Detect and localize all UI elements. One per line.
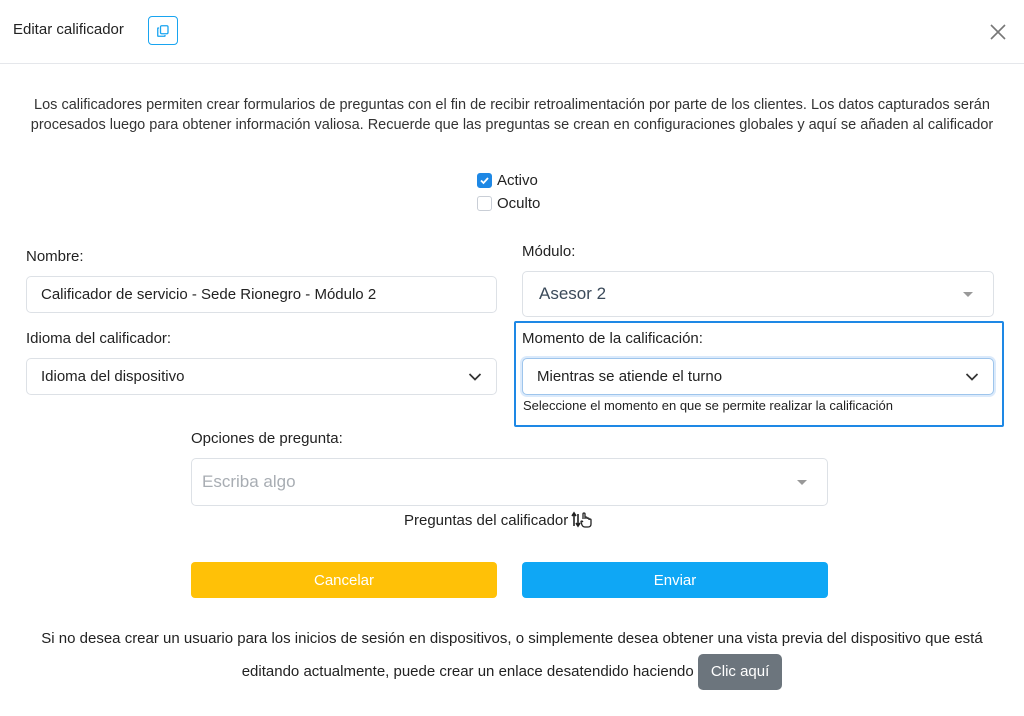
language-select[interactable] (26, 358, 497, 395)
footer-text: Si no desea crear un usuario para los inicios de sesión en dispositivos, o simplemente desea obtener una vista previa del dispositivo que está editando actualmente, puede crear un enlace desatendido haciendo (41, 630, 983, 680)
sort-hand-icon (571, 511, 593, 529)
check-icon (479, 175, 490, 186)
chevron-down-icon (965, 372, 979, 381)
close-icon (990, 24, 1006, 40)
modal-title: Editar calificador (13, 21, 124, 38)
click-here-button[interactable]: Clic aquí (698, 654, 782, 690)
rater-description: Los calificadores permiten crear formularios de preguntas con el fin de recibir retroalimentación por parte de los clientes. Los datos capturados serán procesados luego para obtener información valiosa. Recuerde que las preguntas se crean en configuraciones globales y aquí se añaden al calificador (30, 97, 994, 133)
rater-questions-label: Preguntas del calificador (404, 511, 569, 529)
modal-header (0, 0, 1024, 64)
caret-down-icon (963, 292, 973, 297)
question-options-select[interactable] (191, 458, 828, 506)
name-input[interactable] (26, 276, 497, 313)
moment-select[interactable] (522, 358, 994, 395)
rater-questions-toggle[interactable] (404, 511, 593, 529)
copy-icon (157, 25, 169, 37)
hidden-checkbox[interactable] (477, 196, 492, 211)
moment-value: Mientras se atiende el turno (537, 368, 723, 385)
language-value: Idioma del dispositivo (41, 368, 185, 385)
question-options-label: Opciones de pregunta: (191, 430, 343, 447)
chevron-down-icon (468, 372, 482, 381)
send-button[interactable]: Enviar (522, 562, 828, 598)
active-checkbox-row[interactable] (477, 172, 538, 189)
moment-help-text: Seleccione el momento en que se permite realizar la calificación (523, 398, 893, 413)
copy-button[interactable] (148, 16, 178, 45)
moment-label: Momento de la calificación: (522, 330, 703, 347)
footer-note (40, 624, 984, 690)
name-value: Calificador de servicio - Sede Rionegro - Módulo 2 (41, 286, 377, 303)
hidden-label: Oculto (497, 195, 541, 212)
question-options-placeholder: Escriba algo (202, 472, 296, 491)
hidden-checkbox-row[interactable] (477, 195, 540, 212)
active-label: Activo (497, 172, 538, 189)
module-select[interactable] (522, 271, 994, 317)
close-button[interactable] (986, 20, 1010, 44)
cancel-button[interactable]: Cancelar (191, 562, 497, 598)
active-checkbox[interactable] (477, 173, 492, 188)
name-label: Nombre: (26, 248, 84, 265)
module-value: Asesor 2 (539, 284, 607, 303)
language-label: Idioma del calificador: (26, 330, 172, 347)
caret-down-icon (797, 480, 807, 485)
module-label: Módulo: (522, 243, 576, 260)
